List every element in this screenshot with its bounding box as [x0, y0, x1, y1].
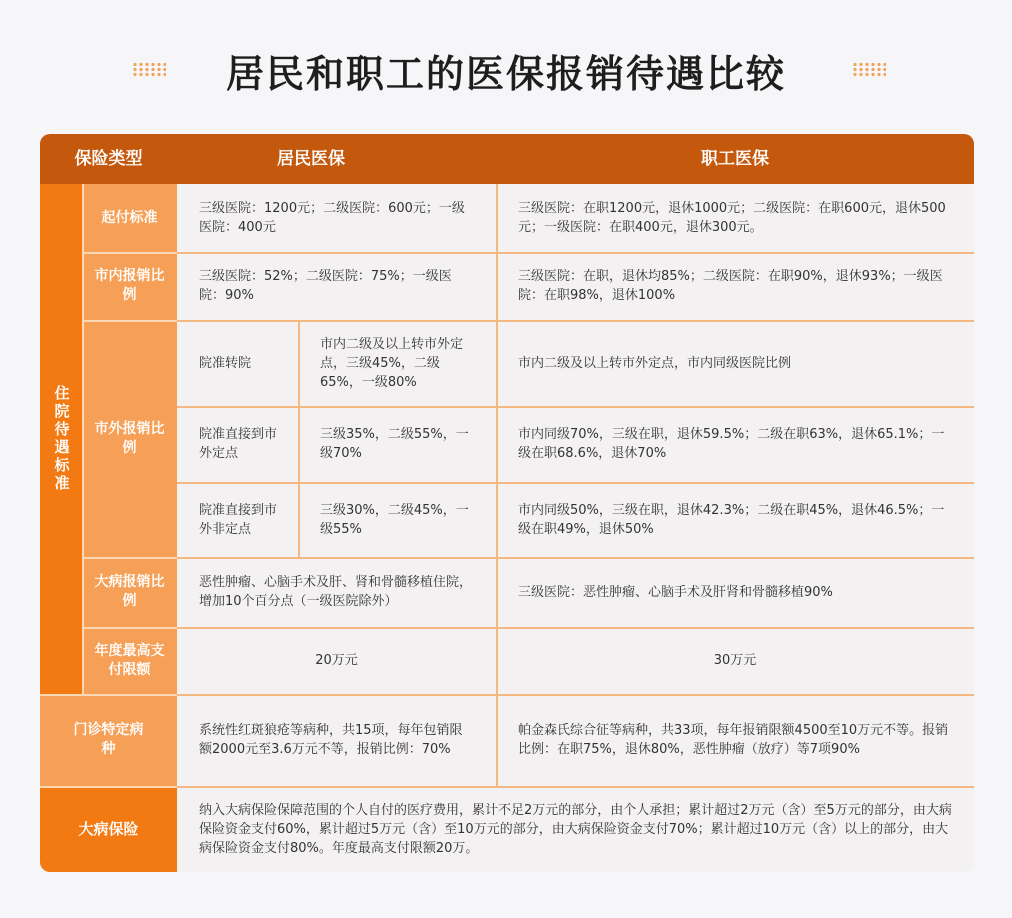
critical-ratio-employee: 三级医院：恶性肿瘤、心脑手术及肝肾和骨髓移植90%: [496, 557, 974, 627]
outpatient-resident: 系统性红斑狼疮等病种，共15项，每年包销限额2000元至3.6万元不等，报销比例：70%: [177, 694, 496, 786]
outside-ratio-label: 市外报销比例: [82, 320, 177, 557]
grid-line: [82, 184, 84, 694]
header-employee: 职工医保: [496, 134, 974, 184]
header-resident: 居民医保: [177, 134, 496, 184]
comparison-table: [40, 134, 974, 872]
outpatient-label: 门诊特定病种: [40, 694, 177, 786]
grid-line: [40, 786, 177, 788]
decorative-dots-right: [852, 62, 886, 78]
annual-limit-employee: 30万元: [496, 627, 974, 694]
grid-line: [177, 252, 974, 254]
deductible-resident: 三级医院：1200元；二级医院：600元；一级医院：400元: [177, 184, 496, 252]
deductible-employee: 三级医院：在职1200元，退休1000元；二级医院：在职600元，退休500元；一级医院：在职400元，退休300元。: [496, 184, 974, 252]
outside-resident-nondesignated: 三级30%，二级45%，一级55%: [298, 482, 496, 557]
grid-line: [82, 252, 177, 254]
outside-resident-transfer: 市内二级及以上转市外定点，三级45%，二级65%，一级80%: [298, 320, 496, 406]
inpatient-label-text: 住院待遇标准: [52, 385, 71, 493]
grid-line: [496, 184, 498, 786]
critical-ratio-label: 大病报销比例: [82, 557, 177, 627]
critical-insurance-text: 纳入大病保险保障范围的个人自付的医疗费用，累计不足2万元的部分，由个人承担；累计超过2万元（含）至5万元的部分，由大病保险资金支付60%，累计超过5万元（含）至10万元的部分，由大病保险资金支付70%；累计超过10万元（含）以上的部分，由大病保险资金支付80%。年度最高支付限额20万。: [177, 786, 974, 872]
annual-limit-resident: 20万元: [177, 627, 496, 694]
outside-employee-nondesignated: 市内同级50%，三级在职，退休42.3%；二级在职45%，退休46.5%；一级在职49%，退休50%: [496, 482, 974, 557]
grid-line: [177, 627, 974, 629]
critical-ratio-resident: 恶性肿瘤、心脑手术及肝、肾和骨髓移植住院，增加10个百分点（一级医院除外）: [177, 557, 496, 627]
outside-type-designated: 院准直接到市外定点: [177, 406, 298, 482]
outside-employee-transfer: 市内二级及以上转市外定点，市内同级医院比例: [496, 320, 974, 406]
page-title: 居民和职工的医保报销待遇比较: [225, 51, 786, 96]
city-ratio-resident: 三级医院：52%；二级医院：75%；一级医院：90%: [177, 252, 496, 320]
grid-line: [177, 406, 974, 408]
critical-insurance-label: 大病保险: [40, 786, 177, 872]
outside-type-nondesignated: 院准直接到市外非定点: [177, 482, 298, 557]
grid-line: [177, 786, 974, 788]
city-ratio-employee: 三级医院：在职，退休均85%；二级医院：在职90%，退休93%；一级医院：在职98%，退休100%: [496, 252, 974, 320]
city-ratio-label: 市内报销比例: [82, 252, 177, 320]
outside-employee-designated: 市内同级70%，三级在职，退休59.5%；二级在职63%，退休65.1%；一级在职68.6%，退休70%: [496, 406, 974, 482]
grid-line: [298, 320, 300, 557]
grid-line: [82, 320, 177, 322]
grid-line: [177, 320, 974, 322]
outside-type-transfer: 院准转院: [177, 320, 298, 406]
grid-line: [177, 482, 974, 484]
grid-line: [177, 557, 974, 559]
outpatient-employee: 帕金森氏综合征等病种，共33项，每年报销限额4500至10万元不等。报销比例：在职75%，退休80%，恶性肿瘤（放疗）等7项90%: [496, 694, 974, 786]
grid-line: [82, 557, 177, 559]
grid-line: [177, 694, 974, 696]
grid-line: [82, 627, 177, 629]
grid-line: [40, 694, 177, 696]
header-insurance-type: 保险类型: [40, 134, 177, 184]
inpatient-label: [40, 184, 82, 694]
outside-resident-designated: 三级35%，二级55%，一级70%: [298, 406, 496, 482]
deductible-label: 起付标准: [82, 184, 177, 252]
annual-limit-label: 年度最高支付限额: [82, 627, 177, 694]
